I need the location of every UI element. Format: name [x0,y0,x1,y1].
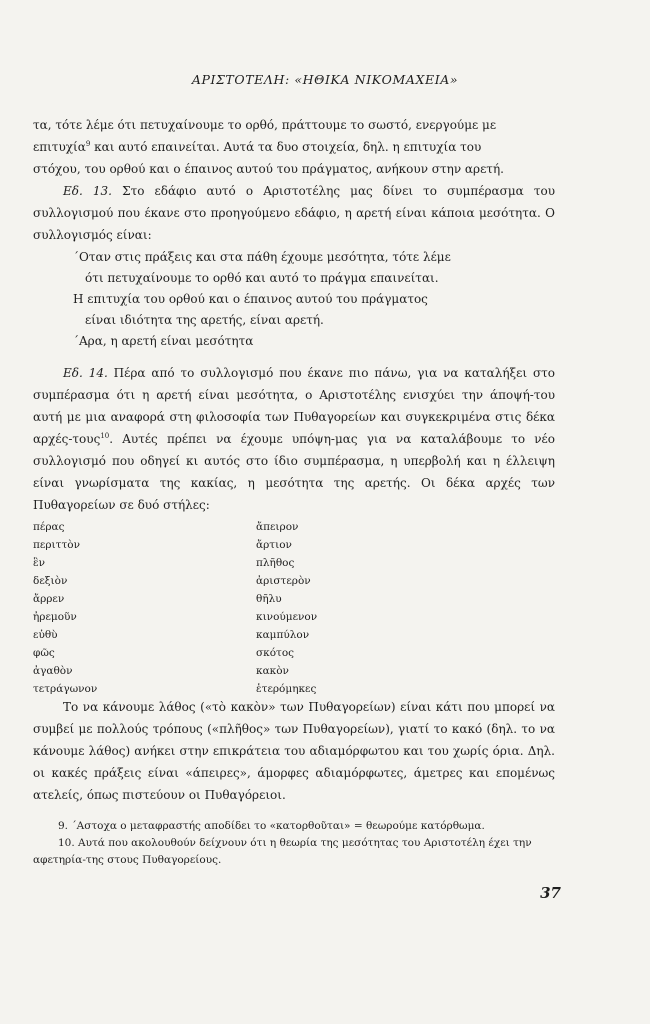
table-row [33,608,453,626]
principle-left: τετράγωνον [33,683,98,695]
footnote-ref-10[interactable]: 10 [100,432,110,440]
principle-right: κακὸν [256,665,289,677]
principle-right: ἄπειρον [256,521,299,533]
section-label-ed13: Εδ. 13. [63,184,112,198]
principle-right: θῆλυ [256,593,282,605]
footnotes [33,818,555,869]
closing-paragraph: Το να κάνουμε λάθος («τὸ κακὸν» των Πυθαγορείων) είναι κάτι που μπορεί να συμβεί με πολλούς τρόπους («πλῆθος» των Πυθαγορείων), γιατί το κακό (δηλ. το να κάνουμε λάθος) ανήκει στην επικράτεια του αδιαμόρφωτου και του χωρίς όρια. Δηλ. οι κακές πράξεις είναι «άπειρες», άμορφες αδιαμόρφωτες, άμετρες και επομένως ατελείς, όπως πιστεύουν οι Πυθαγόρειοι. [33,700,555,802]
syllogism-conclusion: ΄Αρα, η αρετή είναι μεσότητα [73,334,254,348]
table-row [33,572,453,590]
intro-line-2: επιτυχία$^9$ και αυτό επαινείται. Αυτά τα δυο στοιχεία, δηλ. η επιτυχία του [33,140,482,154]
table-row [33,518,453,536]
paragraph-ed14: Εδ. 14. Πέρα από το συλλογισμό που έκανε πιο πάνω, για να καταλήξει στο συμπέρασμα ότι η αρετή είναι μεσότητα, ο Αριστοτέλης ενισχύει την άποψή-του αυτή με μια αναφορά στη φιλοσοφία των Πυθαγορείων και συγκεκριμένα στις δέκα αρχές-τους$^{10}$. Αυτές πρέπει να έχουμε υπόψη-μας για να καταλάβουμε το νέο συλλογισμό που οδηγεί κι αυτός στο ίδιο συμπέρασμα, η υπερβολή και η έλλειψη είναι γνωρίσματα της κακίας, η μεσότητα της αρετής. Οι δέκα αρχές των Πυθαγορείων σε δυό στήλες: [33,366,555,512]
principle-left: ἓν [33,557,46,569]
principle-right: ἀριστερὸν [256,575,311,587]
syllogism-block [73,247,533,352]
page-number: 37 [540,884,561,902]
principle-left: φῶς [33,647,55,659]
footnote-9: 9. ΄Αστοχα ο μεταφραστής αποδίδει το «κατορθοῦται» = θεωρούμε κατόρθωμα. [58,820,485,832]
table-row [33,662,453,680]
table-row [33,554,453,572]
table-row [33,626,453,644]
syllogism-line: Η επιτυχία του ορθού και ο έπαινος αυτού του πράγματος [73,292,428,306]
principle-right: κινούμενον [256,611,318,623]
principle-right: πλῆθος [256,557,295,569]
table-row [33,644,453,662]
pythagorean-principles-table [33,518,453,698]
section-label-ed14: Εδ. 14. [63,366,108,380]
principle-right: ἑτερόμηκες [256,683,317,695]
paragraph-ed13: Εδ. 13. Στο εδάφιο αυτό ο Αριστοτέλης μας δίνει το συμπέρασμα του συλλογισμού που έκανε στο προηγούμενο εδάφιο, η αρετή είναι κάποια μεσότητα. Ο συλλογισμός είναι: [33,184,555,242]
syllogism-line: ότι πετυχαίνουμε το ορθό και αυτό το πράγμα επαινείται. [85,271,439,285]
principle-right: σκότος [256,647,295,659]
principle-left: εὐθὺ [33,629,58,641]
footnote-10: 10. Αυτά που ακολουθούν δείχνουν ότι η θεωρία της μεσότητας του Αριστοτέλη έχει την αφετηρία-της στους Πυθαγορείους. [33,837,532,866]
footnote-ref-9[interactable]: 9 [85,140,91,148]
syllogism-line: είναι ιδιότητα της αρετής, είναι αρετή. [85,313,324,327]
principle-right: ἄρτιον [256,539,292,551]
principle-left: δεξιὸν [33,575,68,587]
table-row [33,590,453,608]
principle-left: περιττὸν [33,539,80,551]
principle-right: καμπύλον [256,629,310,641]
running-header: ΑΡΙΣΤΟΤΕΛΗ: «ΗΘΙΚΑ ΝΙΚΟΜΑΧΕΙΑ» [191,72,459,87]
principle-left: πέρας [33,521,65,533]
intro-paragraph [33,114,555,246]
table-row [33,536,453,554]
principle-left: ἄρρεν [33,593,65,605]
principle-left: ἀγαθὸν [33,665,73,677]
intro-line-1: τα, τότε λέμε ότι πετυχαίνουμε το ορθό, πράττουμε το σωστό, ενεργούμε με [33,118,497,132]
syllogism-line: ΄Οταν στις πράξεις και στα πάθη έχουμε μεσότητα, τότε λέμε [73,250,451,264]
intro-line-3: στόχου, του ορθού και ο έπαινος αυτού του πράγματος, ανήκουν στην αρετή. [33,162,504,176]
principle-left: ἠρεμοῦν [33,611,77,623]
